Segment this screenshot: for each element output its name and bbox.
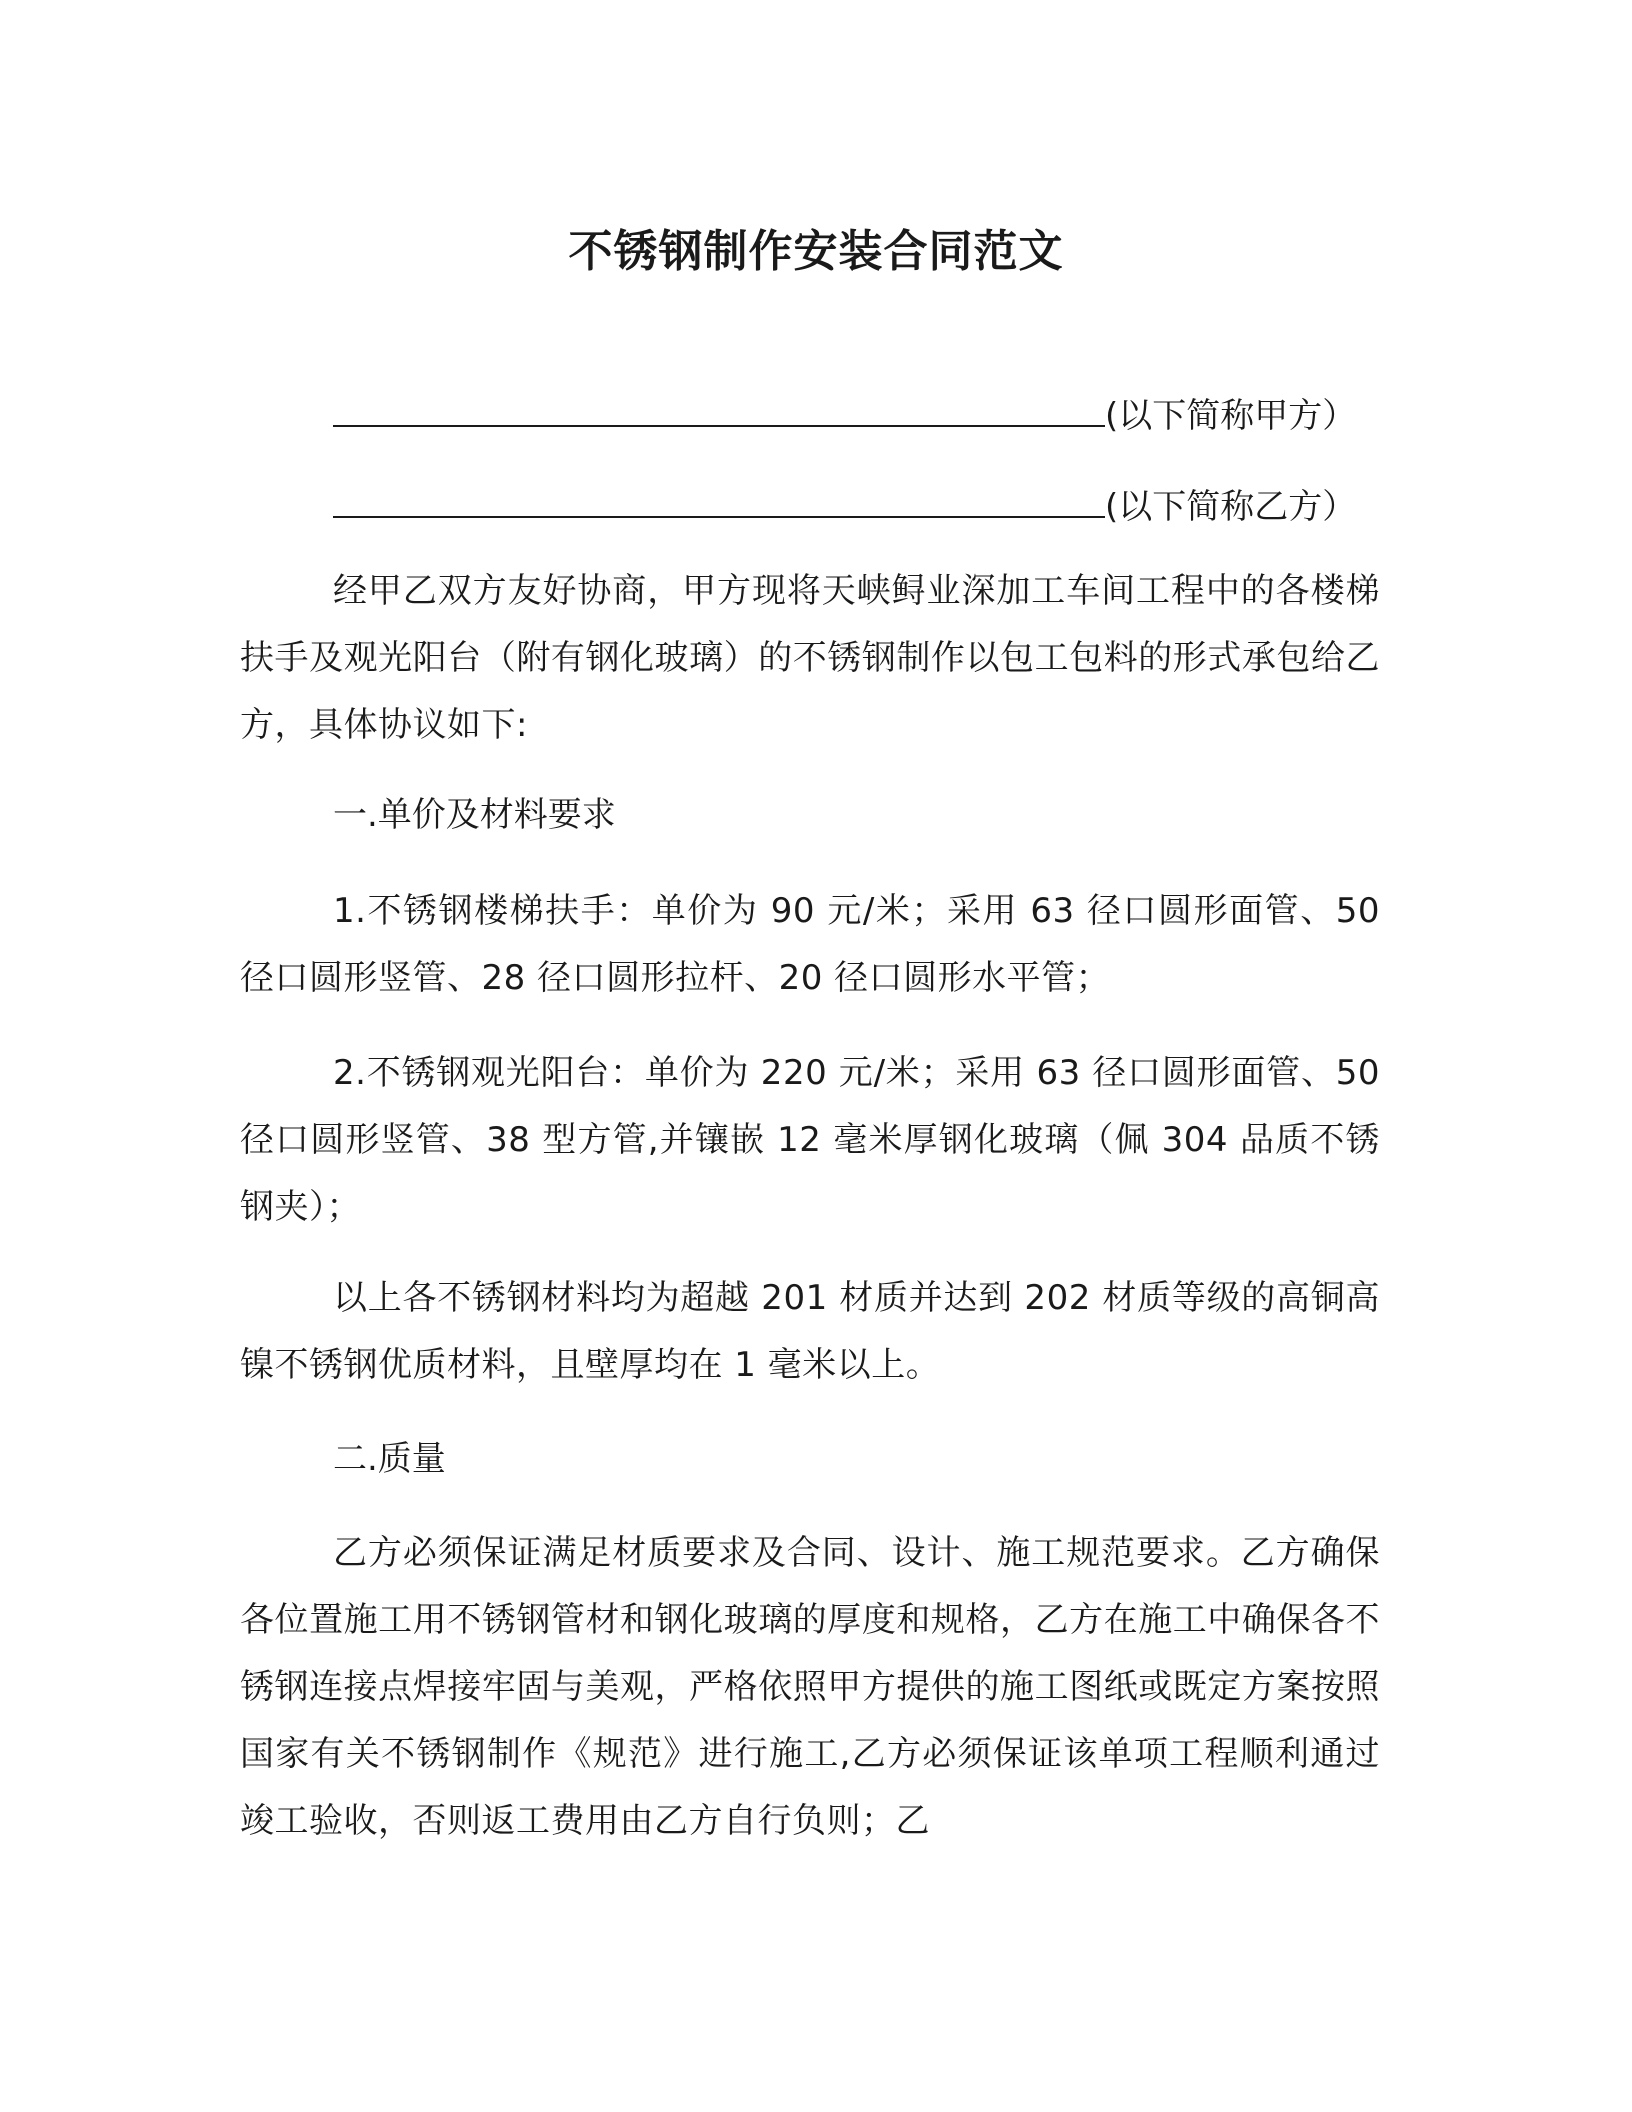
party-a-blank — [333, 391, 1105, 427]
materials-note-paragraph: 以上各不锈钢材料均为超越 201 材质并达到 202 材质等级的高铜高镍不锈钢优质材料，且壁厚均在 1 毫米以上。 — [240, 1278, 1380, 1385]
item2-paragraph: 2.不锈钢观光阳台：单价为 220 元/米；采用 63 径口圆形面管、50 径口圆形竖管、38 型方管,并镶嵌 12 毫米厚钢化玻璃（佩 304 品质不锈钢夹）； — [240, 1053, 1380, 1227]
party-b-suffix: (以下简称乙方） — [1105, 487, 1357, 527]
quality-paragraph: 乙方必须保证满足材质要求及合同、设计、施工规范要求。乙方确保各位置施工用不锈钢管材和钢化玻璃的厚度和规格，乙方在施工中确保各不锈钢连接点焊接牢固与美观，严格依照甲方提供的施工图纸或既定方案按照国家有关不锈钢制作《规范》进行施工,乙方必须保证该单项工程顺利通过竣工验收，否则返工费用由乙方自行负则；乙 — [240, 1533, 1380, 1841]
party-a-line — [333, 391, 1356, 439]
party-a-suffix: (以下简称甲方） — [1105, 396, 1357, 436]
section2-heading: 二.质量 — [333, 1439, 446, 1479]
item1-paragraph: 1.不锈钢楼梯扶手：单价为 90 元/米；采用 63 径口圆形面管、50 径口圆形竖管、28 径口圆形拉杆、20 径口圆形水平管； — [240, 891, 1380, 998]
party-b-line — [333, 482, 1356, 530]
intro-paragraph: 经甲乙双方友好协商，甲方现将天峡鲟业深加工车间工程中的各楼梯扶手及观光阳台（附有钢化玻璃）的不锈钢制作以包工包料的形式承包给乙方，具体协议如下: — [240, 571, 1380, 745]
section1-heading: 一.单价及材料要求 — [333, 795, 616, 835]
document-title: 不锈钢制作安装合同范文 — [568, 226, 1064, 277]
party-b-blank — [333, 482, 1105, 518]
